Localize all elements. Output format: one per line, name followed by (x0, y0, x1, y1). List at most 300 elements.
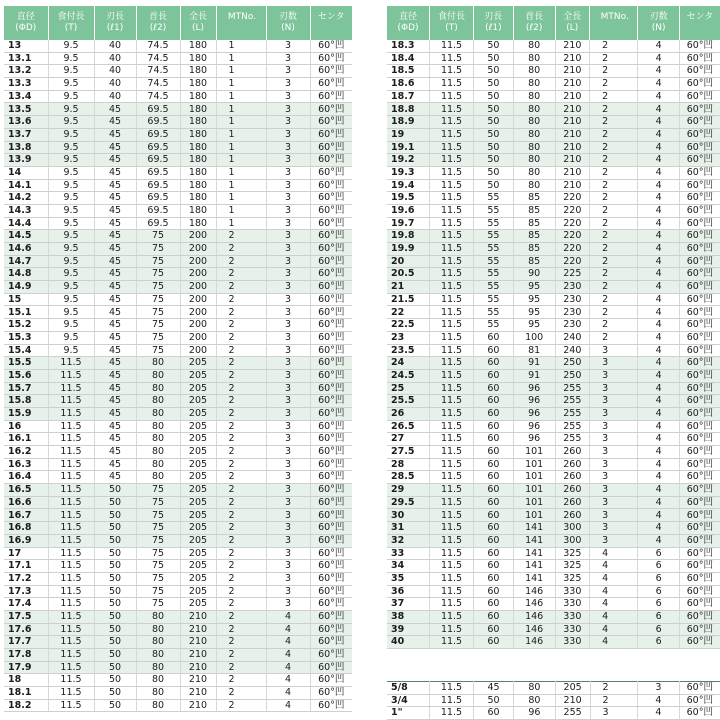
table-cell: 4 (590, 636, 638, 649)
table-cell: 80 (513, 682, 555, 695)
table-cell: 80 (513, 116, 555, 129)
table-row (387, 204, 720, 217)
table-cell: 60°凹 (310, 407, 352, 420)
table-cell: 50 (94, 509, 136, 522)
table-cell: 11.5 (430, 547, 474, 560)
table-cell: 80 (513, 90, 555, 103)
table-cell: 50 (94, 572, 136, 585)
table-row (4, 141, 352, 154)
table-cell: 11.5 (430, 179, 474, 192)
table-cell: 69.5 (136, 103, 180, 116)
table-cell: 60°凹 (310, 192, 352, 205)
table-row (4, 40, 352, 52)
table-cell: 50 (94, 522, 136, 535)
diameter-cell: 14.7 (4, 255, 48, 268)
table-cell: 3 (590, 446, 638, 459)
diameter-cell: 14.5 (4, 230, 48, 243)
table-body (4, 40, 352, 712)
table-cell: 4 (638, 128, 679, 141)
table-cell: 11.5 (48, 433, 94, 446)
table-cell: 2 (590, 103, 638, 116)
diameter-cell: 15.4 (4, 344, 48, 357)
table-cell: 2 (590, 306, 638, 319)
spec-table-right (387, 6, 720, 649)
table-cell: 40 (94, 90, 136, 103)
table-row (4, 471, 352, 484)
table-row (387, 420, 720, 433)
table-cell: 11.5 (48, 674, 94, 687)
table-cell: 11.5 (430, 522, 474, 535)
table-cell: 11.5 (430, 446, 474, 459)
table-cell: 74.5 (136, 65, 180, 78)
table-cell: 4 (638, 255, 679, 268)
table-cell: 4 (638, 166, 679, 179)
table-cell: 60°凹 (310, 572, 352, 585)
table-cell: 11.5 (430, 154, 474, 167)
diameter-cell: 14.8 (4, 268, 48, 281)
diameter-cell: 18.3 (387, 40, 430, 52)
table-cell: 45 (94, 230, 136, 243)
table-cell: 2 (590, 694, 638, 707)
table-cell: 3 (266, 281, 310, 294)
table-cell: 260 (555, 471, 590, 484)
table-cell: 9.5 (48, 255, 94, 268)
table-cell: 69.5 (136, 166, 180, 179)
table-cell: 60°凹 (679, 293, 720, 306)
table-cell: 11.5 (48, 534, 94, 547)
table-cell: 11.5 (48, 420, 94, 433)
table-row (387, 496, 720, 509)
table-row (4, 522, 352, 535)
diameter-cell: 18.9 (387, 116, 430, 129)
table-cell: 80 (513, 128, 555, 141)
table-cell: 4 (638, 319, 679, 332)
table-cell: 3 (266, 344, 310, 357)
table-cell: 2 (216, 395, 266, 408)
table-cell: 141 (513, 534, 555, 547)
diameter-cell: 18.2 (4, 699, 48, 712)
table-row (387, 395, 720, 408)
table-cell: 75 (136, 268, 180, 281)
table-cell: 74.5 (136, 40, 180, 52)
table-cell: 11.5 (430, 331, 474, 344)
column-header-label: MTNo. (600, 11, 629, 22)
table-cell: 6 (638, 547, 679, 560)
table-row (4, 433, 352, 446)
column-header (266, 6, 310, 40)
table-row (4, 255, 352, 268)
table-cell: 205 (180, 585, 216, 598)
table-cell: 60°凹 (679, 243, 720, 256)
table-row (387, 293, 720, 306)
table-cell: 9.5 (48, 52, 94, 65)
table-cell: 50 (94, 699, 136, 712)
table-cell: 55 (473, 204, 513, 217)
table-cell: 60°凹 (310, 458, 352, 471)
table-cell: 96 (513, 420, 555, 433)
diameter-cell: 24 (387, 357, 430, 370)
table-cell: 11.5 (430, 306, 474, 319)
table-cell: 45 (94, 331, 136, 344)
table-cell: 60°凹 (310, 496, 352, 509)
table-cell: 60°凹 (310, 217, 352, 230)
column-header-label: センタ (317, 11, 345, 22)
table-cell: 2 (590, 319, 638, 332)
table-cell: 4 (638, 78, 679, 91)
table-cell: 205 (180, 382, 216, 395)
table-cell: 9.5 (48, 293, 94, 306)
table-row (4, 217, 352, 230)
table-cell: 9.5 (48, 217, 94, 230)
diameter-cell: 16.4 (4, 471, 48, 484)
table-row (4, 446, 352, 459)
table-cell: 55 (473, 255, 513, 268)
table-cell: 2 (590, 65, 638, 78)
table-cell: 60°凹 (310, 560, 352, 573)
table-cell: 50 (473, 78, 513, 91)
table-cell: 330 (555, 585, 590, 598)
table-cell: 255 (555, 433, 590, 446)
table-cell: 4 (638, 522, 679, 535)
diameter-cell: 16.1 (4, 433, 48, 446)
table-cell: 75 (136, 496, 180, 509)
diameter-cell: 40 (387, 636, 430, 649)
table-cell: 55 (473, 243, 513, 256)
table-cell: 69.5 (136, 154, 180, 167)
table-cell: 4 (590, 560, 638, 573)
table-cell: 80 (136, 471, 180, 484)
table-cell: 210 (555, 103, 590, 116)
table-cell: 2 (590, 293, 638, 306)
table-cell: 69.5 (136, 116, 180, 129)
table-cell: 50 (94, 534, 136, 547)
table-cell: 95 (513, 293, 555, 306)
table-cell: 3 (266, 103, 310, 116)
table-cell: 325 (555, 572, 590, 585)
table-cell: 60 (473, 572, 513, 585)
diameter-cell: 13.4 (4, 90, 48, 103)
table-cell: 4 (638, 420, 679, 433)
table-cell: 180 (180, 204, 216, 217)
table-cell: 255 (555, 382, 590, 395)
table-row (387, 103, 720, 116)
table-cell: 2 (590, 331, 638, 344)
table-cell: 141 (513, 522, 555, 535)
table-cell: 1 (216, 40, 266, 52)
table-cell: 180 (180, 103, 216, 116)
table-cell: 9.5 (48, 65, 94, 78)
table-cell: 60°凹 (679, 179, 720, 192)
table-cell: 45 (94, 319, 136, 332)
table-row (4, 623, 352, 636)
table-cell: 205 (180, 433, 216, 446)
table-cell: 250 (555, 357, 590, 370)
table-cell: 60°凹 (679, 682, 720, 695)
table-cell: 60 (473, 585, 513, 598)
diameter-cell: 15.7 (4, 382, 48, 395)
table-cell: 60°凹 (310, 446, 352, 459)
table-cell: 74.5 (136, 52, 180, 65)
table-cell: 2 (590, 217, 638, 230)
table-cell: 50 (94, 484, 136, 497)
table-cell: 60 (473, 560, 513, 573)
table-cell: 11.5 (48, 699, 94, 712)
table-cell: 60°凹 (679, 128, 720, 141)
table-cell: 50 (94, 649, 136, 662)
table-cell: 3 (590, 382, 638, 395)
table-cell: 2 (216, 687, 266, 700)
table-cell: 60°凹 (679, 90, 720, 103)
table-row (387, 344, 720, 357)
table-cell: 60°凹 (679, 192, 720, 205)
table-cell: 60°凹 (679, 547, 720, 560)
table-cell: 210 (555, 52, 590, 65)
column-header-unit: (ℓ1) (106, 23, 124, 33)
table-cell: 3 (638, 682, 679, 695)
table-cell: 4 (638, 369, 679, 382)
table-cell: 75 (136, 509, 180, 522)
table-cell: 75 (136, 547, 180, 560)
table-cell: 4 (638, 407, 679, 420)
table-cell: 11.5 (48, 357, 94, 370)
table-cell: 1 (216, 217, 266, 230)
table-cell: 2 (590, 192, 638, 205)
table-cell: 2 (216, 484, 266, 497)
table-cell: 3 (266, 128, 310, 141)
table-cell: 50 (94, 560, 136, 573)
table-cell: 6 (638, 636, 679, 649)
table-cell: 50 (94, 674, 136, 687)
table-row (4, 166, 352, 179)
diameter-cell: 14 (4, 166, 48, 179)
table-cell: 9.5 (48, 40, 94, 52)
table-cell: 101 (513, 446, 555, 459)
table-cell: 4 (638, 331, 679, 344)
table-cell: 50 (94, 661, 136, 674)
table-cell: 69.5 (136, 217, 180, 230)
table-row (387, 306, 720, 319)
table-cell: 60°凹 (310, 687, 352, 700)
diameter-cell: 19.6 (387, 204, 430, 217)
table-cell: 3 (266, 166, 310, 179)
table-cell: 205 (180, 522, 216, 535)
table-cell: 60°凹 (679, 395, 720, 408)
table-cell: 205 (555, 682, 590, 695)
table-row (387, 65, 720, 78)
table-cell: 55 (473, 306, 513, 319)
table-body (387, 682, 720, 720)
table-cell: 2 (590, 255, 638, 268)
table-cell: 180 (180, 40, 216, 52)
table-cell: 60°凹 (679, 217, 720, 230)
table-cell: 3 (266, 65, 310, 78)
diameter-cell: 16.8 (4, 522, 48, 535)
diameter-cell: 18.1 (4, 687, 48, 700)
column-header (590, 6, 638, 40)
table-cell: 50 (94, 636, 136, 649)
table-cell: 100 (513, 331, 555, 344)
table-row (387, 281, 720, 294)
column-header-label: 全長 (188, 11, 207, 22)
table-cell: 11.5 (430, 166, 474, 179)
table-cell: 2 (216, 534, 266, 547)
table-row (387, 547, 720, 560)
table-cell: 210 (555, 166, 590, 179)
column-header (310, 6, 352, 40)
table-cell: 60°凹 (679, 357, 720, 370)
table-cell: 220 (555, 217, 590, 230)
table-cell: 3 (590, 458, 638, 471)
column-header-unit: (ℓ2) (525, 23, 543, 33)
table-cell: 60°凹 (679, 458, 720, 471)
table-cell: 4 (638, 281, 679, 294)
table-cell: 2 (216, 547, 266, 560)
diameter-cell: 18 (4, 674, 48, 687)
table-cell: 210 (555, 154, 590, 167)
table-cell: 75 (136, 281, 180, 294)
spec-table-inch (387, 681, 720, 720)
table-cell: 60°凹 (310, 141, 352, 154)
table-cell: 60°凹 (310, 395, 352, 408)
table-cell: 85 (513, 243, 555, 256)
table-cell: 60°凹 (310, 154, 352, 167)
column-header-label: 首長 (525, 11, 544, 22)
table-cell: 2 (216, 649, 266, 662)
column-header-unit (680, 23, 720, 34)
table-cell: 2 (216, 522, 266, 535)
table-cell: 80 (136, 623, 180, 636)
table-cell: 205 (180, 572, 216, 585)
table-cell: 9.5 (48, 78, 94, 91)
table-cell: 11.5 (430, 572, 474, 585)
diameter-cell: 16.5 (4, 484, 48, 497)
diameter-cell: 23 (387, 331, 430, 344)
table-cell: 1 (216, 141, 266, 154)
table-cell: 60°凹 (310, 610, 352, 623)
table-cell: 180 (180, 217, 216, 230)
table-cell: 60°凹 (310, 204, 352, 217)
table-cell: 60°凹 (679, 268, 720, 281)
diameter-cell: 25.5 (387, 395, 430, 408)
table-cell: 50 (474, 694, 514, 707)
column-header-label: 刃数 (278, 11, 297, 22)
table-row (4, 458, 352, 471)
table-cell: 255 (555, 407, 590, 420)
table-cell: 2 (590, 268, 638, 281)
table-row (4, 699, 352, 712)
column-header-unit: (T) (445, 23, 458, 33)
table-cell: 60°凹 (679, 509, 720, 522)
table-cell: 11.5 (48, 547, 94, 560)
table-cell: 180 (180, 179, 216, 192)
column-header (473, 6, 513, 40)
table-cell: 2 (216, 268, 266, 281)
column-header-label: 刃長 (105, 11, 124, 22)
table-cell: 2 (216, 420, 266, 433)
table-cell: 50 (473, 116, 513, 129)
column-header (216, 6, 266, 40)
table-cell: 180 (180, 166, 216, 179)
table-cell: 210 (180, 649, 216, 662)
table-cell: 9.5 (48, 103, 94, 116)
table-row (4, 192, 352, 205)
table-cell: 4 (638, 52, 679, 65)
table-cell: 3 (266, 471, 310, 484)
table-cell: 60°凹 (679, 306, 720, 319)
table-row (4, 306, 352, 319)
table-cell: 205 (180, 446, 216, 459)
table-cell: 11.5 (430, 509, 474, 522)
table-cell: 3 (266, 179, 310, 192)
table-cell: 60°凹 (310, 509, 352, 522)
table-row (387, 610, 720, 623)
table-cell: 4 (638, 116, 679, 129)
table-cell: 60°凹 (679, 230, 720, 243)
table-row (4, 357, 352, 370)
table-cell: 60 (473, 598, 513, 611)
table-cell: 55 (473, 192, 513, 205)
diameter-cell: 1" (387, 707, 429, 720)
table-cell: 75 (136, 534, 180, 547)
table-cell: 45 (94, 357, 136, 370)
table-cell: 146 (513, 598, 555, 611)
table-row (387, 166, 720, 179)
table-cell: 60°凹 (310, 78, 352, 91)
table-cell: 45 (94, 407, 136, 420)
table-cell: 40 (94, 65, 136, 78)
table-cell: 80 (513, 103, 555, 116)
table-row (387, 52, 720, 65)
column-header-unit (592, 23, 637, 34)
table-row (387, 369, 720, 382)
table-cell: 101 (513, 484, 555, 497)
table-cell: 50 (473, 52, 513, 65)
table-cell: 11.5 (430, 585, 474, 598)
header-row (4, 6, 352, 40)
table-row (4, 395, 352, 408)
diameter-cell: 18.7 (387, 90, 430, 103)
diameter-cell: 17.7 (4, 636, 48, 649)
table-cell: 260 (555, 446, 590, 459)
table-row (387, 154, 720, 167)
table-row (4, 560, 352, 573)
diameter-cell: 25 (387, 382, 430, 395)
table-cell: 3 (266, 458, 310, 471)
table-cell: 205 (180, 407, 216, 420)
table-cell: 60°凹 (679, 572, 720, 585)
table-cell: 210 (555, 90, 590, 103)
table-cell: 60°凹 (310, 128, 352, 141)
table-cell: 4 (638, 382, 679, 395)
table-cell: 260 (555, 484, 590, 497)
table-cell: 60°凹 (310, 293, 352, 306)
table-cell: 2 (590, 52, 638, 65)
table-cell: 210 (555, 141, 590, 154)
table-cell: 55 (473, 319, 513, 332)
diameter-cell: 19 (387, 128, 430, 141)
table-cell: 146 (513, 623, 555, 636)
diameter-cell: 15.9 (4, 407, 48, 420)
table-cell: 11.5 (48, 484, 94, 497)
table-cell: 95 (513, 306, 555, 319)
diameter-cell: 13.8 (4, 141, 48, 154)
table-row (4, 407, 352, 420)
column-header-label: 刃数 (649, 11, 668, 22)
table-cell: 60 (473, 509, 513, 522)
table-row (4, 78, 352, 91)
table-cell: 6 (638, 585, 679, 598)
table-cell: 11.5 (430, 141, 474, 154)
